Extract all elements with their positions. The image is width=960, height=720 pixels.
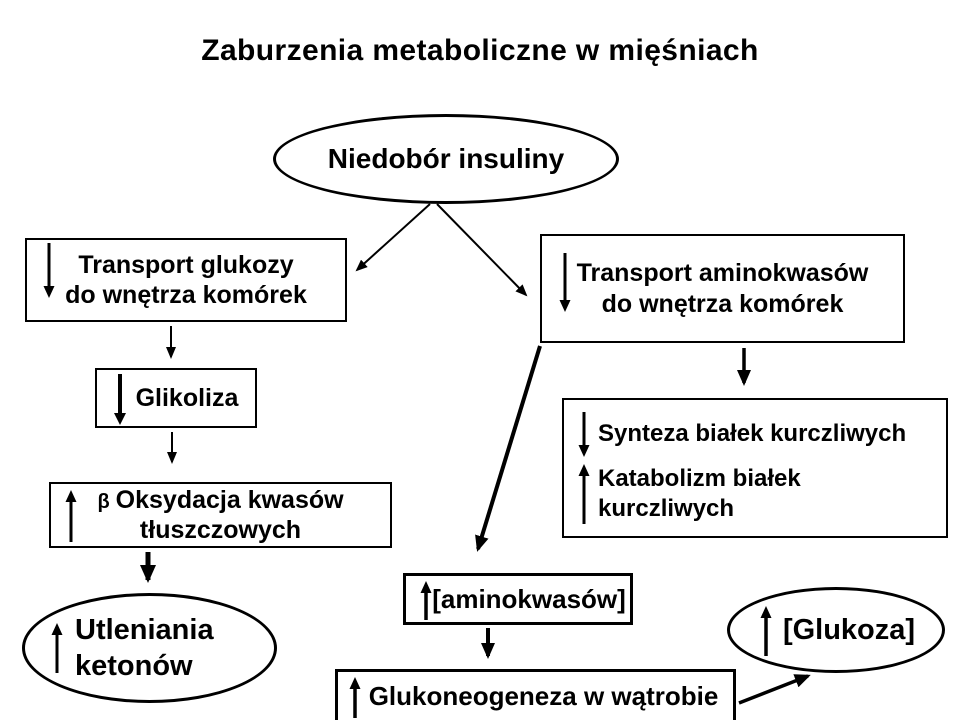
node-glucose-level bbox=[727, 587, 945, 673]
node-label: Katabolizm białek kurczliwych bbox=[598, 465, 801, 522]
down-arrow-icon bbox=[41, 242, 57, 298]
up-arrow-icon bbox=[347, 677, 363, 719]
node-amino-acid-level bbox=[403, 573, 633, 625]
node-label: Transport aminokwasów do wnętrza komórek bbox=[576, 259, 869, 318]
node-label: Glikoliza bbox=[135, 383, 239, 412]
protein-catabolism-row bbox=[576, 463, 946, 525]
node-insulin-deficiency bbox=[273, 114, 619, 204]
node-label: [aminokwasów] bbox=[432, 583, 626, 614]
edge-amino-transport-to-amino-level bbox=[478, 346, 540, 549]
node-glycolysis bbox=[95, 368, 257, 428]
down-arrow-icon bbox=[112, 373, 128, 425]
node-gluconeogenesis bbox=[335, 669, 736, 720]
node-beta-oxidation bbox=[49, 482, 392, 548]
node-amino-acid-transport bbox=[540, 234, 905, 343]
page-title: Zaburzenia metaboliczne w mięśniach bbox=[201, 34, 759, 67]
up-arrow-icon bbox=[49, 622, 65, 674]
down-arrow-icon bbox=[557, 252, 573, 312]
node-label: Synteza białek kurczliwych bbox=[598, 420, 907, 447]
down-arrow-icon bbox=[576, 411, 592, 457]
node-ketone-oxidation bbox=[22, 593, 277, 703]
node-label: Glukoneogeneza w wątrobie bbox=[368, 680, 719, 711]
node-label: Utleniania ketonów bbox=[75, 613, 214, 682]
node-glucose-transport bbox=[25, 238, 347, 322]
node-label: [Glukoza] bbox=[782, 613, 916, 646]
node-label: β Oksydacja kwasów tłuszczowych bbox=[97, 485, 344, 544]
protein-synthesis-row bbox=[576, 411, 946, 457]
up-arrow-icon bbox=[758, 605, 774, 657]
edge-insulin-to-glucose-transport bbox=[357, 204, 430, 270]
up-arrow-icon bbox=[418, 581, 434, 621]
edge-insulin-to-amino-transport bbox=[437, 204, 526, 295]
edge-gluconeogenesis-to-glucose-level bbox=[739, 676, 808, 703]
node-contractile-proteins bbox=[562, 398, 948, 538]
node-label: Transport glukozy do wnętrza komórek bbox=[65, 250, 307, 309]
beta-symbol: β bbox=[97, 490, 110, 513]
up-arrow-icon bbox=[63, 489, 79, 543]
up-arrow-icon bbox=[576, 463, 592, 525]
node-label: Niedobór insuliny bbox=[327, 143, 565, 174]
